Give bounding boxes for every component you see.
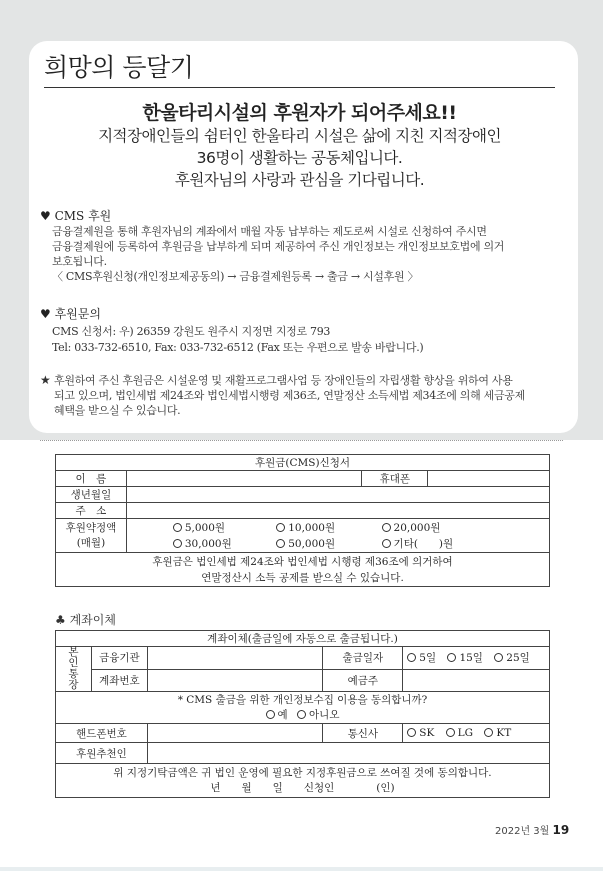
star-icon: ★ [40,373,51,387]
address-label: 주 소 [56,503,127,519]
agreement-text: 위 지정기탁금액은 귀 법인 운영에 필요한 지정후원금으로 쓰여질 것에 동의합니다. [113,766,492,779]
name-label: 이 름 [56,471,127,487]
inquiry-heading: ♥ 후원문의 [40,307,101,321]
bank-field[interactable] [147,647,323,670]
tax-info-line-1: 후원금은 법인세법 제24조와 법인세법 시행령 제36조에 의거하여 [152,555,453,568]
amount-option-20000[interactable] [382,520,441,536]
radio-icon [382,523,391,532]
amount-label-1: 후원약정액 [65,521,117,534]
agreement-cell [56,764,550,798]
page-number: 19 [552,823,570,837]
consent-question: * CMS 출금을 위한 개인정보수집 이용을 동의합니까? [177,693,428,706]
amount-option-label: 50,000원 [288,537,336,550]
radio-icon [276,539,285,548]
amount-option-label: 30,000원 [184,537,232,550]
carrier-option-sk[interactable] [407,727,434,739]
consent-yes[interactable] [266,708,288,723]
account-title: 계좌이체(출금일에 자동으로 출금됩니다.) [56,631,550,647]
amount-option-other[interactable] [382,536,454,552]
amount-option-10000[interactable] [276,520,366,536]
passbook-char: 본 [68,646,79,658]
consent-cell [56,692,550,724]
radio-icon [446,728,455,737]
radio-icon [173,539,182,548]
carrier-option-label: SK [419,727,435,739]
amount-option-label: 5,000원 [184,521,226,534]
amount-option-5000[interactable] [173,520,261,536]
inquiry-contact: Tel: 033-732-6510, Fax: 033-732-6512 (Fax 또는 우편으로 발송 바랍니다.) [52,341,424,354]
inquiry-address: CMS 신청서: 우) 26359 강원도 원주시 지정면 지정로 793 [52,325,331,338]
account-number-field[interactable] [147,669,323,692]
headline-main: 한울타리시설의 후원자가 되어주세요!! [142,102,457,124]
carrier-option-lg[interactable] [446,727,473,739]
note-line-1: 후원하여 주신 후원금은 시설운영 및 재활프로그램사업 등 장애인들의 자립생활 향상을 위하여 사용 [54,374,513,387]
mobile-label: 핸드폰번호 [56,724,148,743]
tax-info-line-2: 연말정산시 소득 공제를 받으실 수 있습니다. [201,571,404,584]
headline-line-2: 36명이 생활하는 공동체입니다. [196,149,403,167]
phone-field[interactable] [428,471,550,487]
tax-info-cell [56,553,550,587]
radio-icon [494,653,503,662]
amount-option-label: 20,000원 [393,521,441,534]
holder-label: 예금주 [323,669,403,692]
radio-icon [382,539,391,548]
phone-label: 휴대폰 [362,471,428,487]
cms-line-3: 보호됩니다. [52,255,107,268]
bank-label: 금융기관 [91,647,147,670]
holder-field[interactable] [403,669,550,692]
radio-icon [447,653,456,662]
title-divider [44,87,555,88]
amount-option-30000[interactable] [173,536,261,552]
radio-icon [407,728,416,737]
day-option-5[interactable] [407,650,436,665]
account-heading: ♣ 계좌이체 [55,613,116,627]
amount-label-2: (매월) [76,536,106,549]
carrier-options [403,724,550,743]
consent-no[interactable] [297,708,339,723]
referrer-field[interactable] [147,743,549,764]
signature-line: 년 월 일 신청인 (인) [210,781,395,794]
day-option-label: 15일 [459,652,483,665]
tax-note [40,373,570,418]
cms-description [52,224,566,284]
amount-options [126,519,549,553]
amount-label [56,519,127,553]
cms-application-form [55,454,550,587]
radio-icon [407,653,416,662]
passbook-char: 장 [68,679,79,691]
mobile-field[interactable] [147,724,323,743]
day-option-label: 5일 [419,652,437,665]
passbook-char: 인 [68,657,79,669]
form-title: 후원금(CMS)신청서 [56,455,550,471]
note-line-3: 혜택을 받으실 수 있습니다. [54,404,181,417]
note-line-2: 되고 있으며, 법인세법 제24조와 법인세법시행령 제36조, 연말정산 소득세법 제34조에 의해 세금공제 [54,389,525,402]
radio-icon [276,523,285,532]
section-divider [40,440,563,441]
birth-label: 생년월일 [56,487,127,503]
page-title: 희망의 등달기 [44,53,194,82]
bottom-strip [0,867,603,871]
withdraw-date-label: 출금일자 [323,647,403,670]
name-field[interactable] [126,471,361,487]
consent-yes-label: 예 [277,708,288,721]
birth-field[interactable] [126,487,549,503]
consent-no-label: 아니오 [309,708,340,721]
radio-icon [484,728,493,737]
address-field[interactable] [126,503,549,519]
amount-option-label: 10,000원 [288,521,336,534]
day-option-15[interactable] [447,650,483,665]
issue-date: 2022년 3월 [495,826,550,837]
passbook-char: 통 [68,668,79,680]
amount-option-label: 기타( )원 [393,537,454,550]
account-number-label: 계좌번호 [91,669,147,692]
page-footer [495,822,569,837]
headline-line-1: 지적장애인들의 쉼터인 한울타리 시설은 삶에 지친 지적장애인 [98,127,501,145]
carrier-label: 통신사 [323,724,403,743]
carrier-option-label: LG [457,727,474,739]
referrer-label: 후원추천인 [56,743,148,764]
carrier-option-label: KT [496,727,512,739]
day-option-25[interactable] [494,650,530,665]
cms-heading: ♥ CMS 후원 [40,209,112,223]
account-transfer-form [55,630,550,798]
radio-icon [173,523,182,532]
radio-icon [297,710,306,719]
cms-line-1: 금융결제원을 통해 후원자님의 계좌에서 매월 자동 납부하는 제도로써 시설로 신청하여 주시면 [52,225,487,238]
cms-process: 〈 CMS후원신청(개인정보제공동의) → 금융결제원등록 → 출금 → 시설후원 〉 [52,270,419,283]
radio-icon [266,710,275,719]
day-option-label: 25일 [506,652,530,665]
cms-line-2: 금융결제원에 등록하여 후원금을 납부하게 되며 제공하여 주신 개인정보는 개인정보보호법에 의거 [52,240,505,253]
inquiry-info [52,324,566,356]
withdraw-day-options [403,647,550,670]
amount-option-50000[interactable] [276,536,366,552]
passbook-label [56,647,92,692]
carrier-option-kt[interactable] [484,727,511,739]
headline-line-3: 후원자님의 사랑과 관심을 기다립니다. [174,171,425,189]
